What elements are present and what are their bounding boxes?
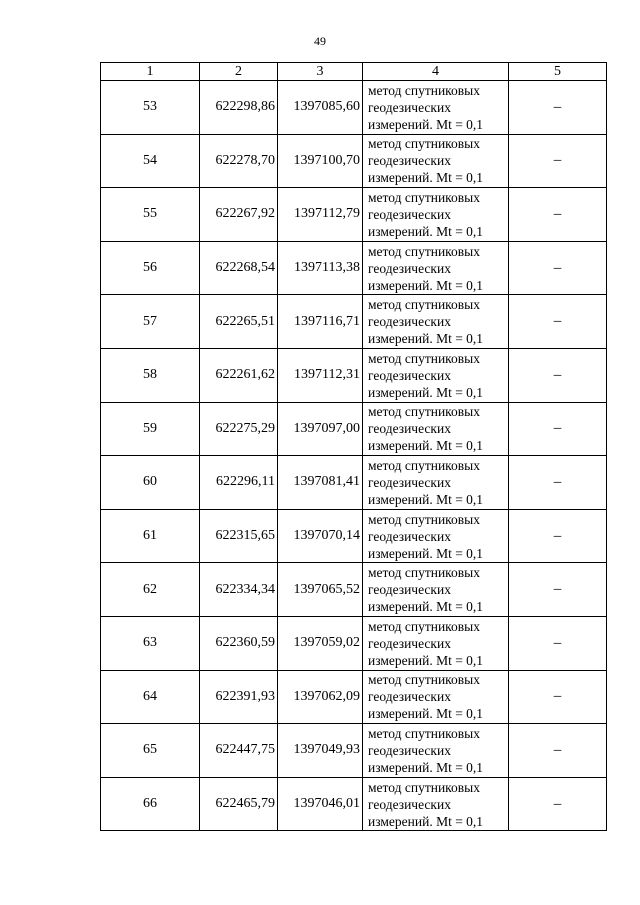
method-line-1: метод спутниковых xyxy=(368,243,480,259)
y-coordinate-cell: 1397113,38 xyxy=(278,241,363,295)
method-line-3: измерений. Mt = 0,1 xyxy=(368,384,484,400)
header-col-5: 5 xyxy=(509,63,607,81)
method-line-1: метод спутниковых xyxy=(368,618,480,634)
x-coordinate-cell: 622391,93 xyxy=(200,670,278,724)
table-row xyxy=(101,348,607,402)
method-line-2: геодезических xyxy=(368,206,451,222)
y-coordinate-cell: 1397081,41 xyxy=(278,456,363,510)
method-line-1: метод спутниковых xyxy=(368,725,480,741)
x-coordinate-cell: 622261,62 xyxy=(200,348,278,402)
method-line-3: измерений. Mt = 0,1 xyxy=(368,759,484,775)
method-line-3: измерений. Mt = 0,1 xyxy=(368,331,484,347)
x-coordinate-cell: 622275,29 xyxy=(200,402,278,456)
note-cell: – xyxy=(509,348,607,402)
note-cell: – xyxy=(509,509,607,563)
x-coordinate-cell: 622265,51 xyxy=(200,295,278,349)
method-line-1: метод спутниковых xyxy=(368,350,480,366)
method-line-1: метод спутниковых xyxy=(368,297,480,313)
method-line-2: геодезических xyxy=(368,314,451,330)
page-number: 49 xyxy=(314,34,326,48)
method-line-2: геодезических xyxy=(368,153,451,169)
y-coordinate-cell: 1397100,70 xyxy=(278,134,363,188)
method-line-1: метод спутниковых xyxy=(368,565,480,581)
method-line-1: метод спутниковых xyxy=(368,457,480,473)
method-cell xyxy=(363,509,509,563)
table-row xyxy=(101,777,607,831)
method-line-3: измерений. Mt = 0,1 xyxy=(368,116,484,132)
point-number-cell: 66 xyxy=(101,777,200,831)
method-line-2: геодезических xyxy=(368,474,451,490)
y-coordinate-cell: 1397085,60 xyxy=(278,81,363,135)
method-cell xyxy=(363,616,509,670)
note-cell: – xyxy=(509,402,607,456)
table-row xyxy=(101,295,607,349)
method-cell xyxy=(363,348,509,402)
y-coordinate-cell: 1397062,09 xyxy=(278,670,363,724)
method-line-2: геодезических xyxy=(368,796,451,812)
y-coordinate-cell: 1397112,79 xyxy=(278,188,363,242)
x-coordinate-cell: 622298,86 xyxy=(200,81,278,135)
method-cell xyxy=(363,295,509,349)
method-line-2: геодезических xyxy=(368,528,451,544)
method-line-3: измерений. Mt = 0,1 xyxy=(368,599,484,615)
method-cell xyxy=(363,81,509,135)
table-header xyxy=(101,63,607,81)
method-line-3: измерений. Mt = 0,1 xyxy=(368,170,484,186)
header-col-1: 1 xyxy=(101,63,200,81)
point-number-cell: 63 xyxy=(101,616,200,670)
note-cell: – xyxy=(509,81,607,135)
method-line-2: геодезических xyxy=(368,742,451,758)
point-number-cell: 65 xyxy=(101,724,200,778)
table-row xyxy=(101,402,607,456)
method-cell xyxy=(363,456,509,510)
x-coordinate-cell: 622360,59 xyxy=(200,616,278,670)
note-cell: – xyxy=(509,670,607,724)
method-line-1: метод спутниковых xyxy=(368,672,480,688)
y-coordinate-cell: 1397046,01 xyxy=(278,777,363,831)
point-number-cell: 60 xyxy=(101,456,200,510)
method-cell xyxy=(363,134,509,188)
point-number-cell: 54 xyxy=(101,134,200,188)
note-cell: – xyxy=(509,295,607,349)
note-cell: – xyxy=(509,456,607,510)
x-coordinate-cell: 622267,92 xyxy=(200,188,278,242)
method-line-3: измерений. Mt = 0,1 xyxy=(368,438,484,454)
table-row xyxy=(101,188,607,242)
method-cell xyxy=(363,670,509,724)
point-number-cell: 61 xyxy=(101,509,200,563)
point-number-cell: 55 xyxy=(101,188,200,242)
table-row xyxy=(101,563,607,617)
method-cell xyxy=(363,402,509,456)
note-cell: – xyxy=(509,777,607,831)
header-col-3: 3 xyxy=(278,63,363,81)
method-line-3: измерений. Mt = 0,1 xyxy=(368,813,484,829)
point-number-cell: 56 xyxy=(101,241,200,295)
x-coordinate-cell: 622334,34 xyxy=(200,563,278,617)
y-coordinate-cell: 1397116,71 xyxy=(278,295,363,349)
point-number-cell: 57 xyxy=(101,295,200,349)
note-cell: – xyxy=(509,134,607,188)
table-row xyxy=(101,81,607,135)
point-number-cell: 62 xyxy=(101,563,200,617)
method-line-2: геодезических xyxy=(368,367,451,383)
coordinates-table xyxy=(100,62,607,831)
y-coordinate-cell: 1397059,02 xyxy=(278,616,363,670)
note-cell: – xyxy=(509,563,607,617)
table-row xyxy=(101,724,607,778)
method-line-3: измерений. Mt = 0,1 xyxy=(368,223,484,239)
x-coordinate-cell: 622447,75 xyxy=(200,724,278,778)
point-number-cell: 59 xyxy=(101,402,200,456)
x-coordinate-cell: 622465,79 xyxy=(200,777,278,831)
table-row xyxy=(101,670,607,724)
method-cell xyxy=(363,241,509,295)
method-line-2: геодезических xyxy=(368,582,451,598)
table-row xyxy=(101,241,607,295)
method-line-1: метод спутниковых xyxy=(368,82,480,98)
table-row xyxy=(101,509,607,563)
point-number-cell: 53 xyxy=(101,81,200,135)
method-cell xyxy=(363,724,509,778)
header-col-4: 4 xyxy=(363,63,509,81)
note-cell: – xyxy=(509,241,607,295)
method-cell xyxy=(363,777,509,831)
note-cell: – xyxy=(509,616,607,670)
method-line-2: геодезических xyxy=(368,260,451,276)
y-coordinate-cell: 1397097,00 xyxy=(278,402,363,456)
method-line-1: метод спутниковых xyxy=(368,511,480,527)
method-cell xyxy=(363,188,509,242)
x-coordinate-cell: 622315,65 xyxy=(200,509,278,563)
method-cell xyxy=(363,563,509,617)
method-line-3: измерений. Mt = 0,1 xyxy=(368,652,484,668)
method-line-1: метод спутниковых xyxy=(368,779,480,795)
table-row xyxy=(101,456,607,510)
y-coordinate-cell: 1397070,14 xyxy=(278,509,363,563)
method-line-3: измерений. Mt = 0,1 xyxy=(368,545,484,561)
method-line-2: геодезических xyxy=(368,421,451,437)
x-coordinate-cell: 622268,54 xyxy=(200,241,278,295)
y-coordinate-cell: 1397049,93 xyxy=(278,724,363,778)
header-col-2: 2 xyxy=(200,63,278,81)
x-coordinate-cell: 622278,70 xyxy=(200,134,278,188)
method-line-2: геодезических xyxy=(368,99,451,115)
table-row xyxy=(101,134,607,188)
table-row xyxy=(101,616,607,670)
point-number-cell: 58 xyxy=(101,348,200,402)
note-cell: – xyxy=(509,188,607,242)
y-coordinate-cell: 1397112,31 xyxy=(278,348,363,402)
method-line-1: метод спутниковых xyxy=(368,189,480,205)
note-cell: – xyxy=(509,724,607,778)
point-number-cell: 64 xyxy=(101,670,200,724)
method-line-2: геодезических xyxy=(368,635,451,651)
method-line-1: метод спутниковых xyxy=(368,136,480,152)
x-coordinate-cell: 622296,11 xyxy=(200,456,278,510)
table-body xyxy=(101,81,607,831)
method-line-1: метод спутниковых xyxy=(368,404,480,420)
method-line-2: геодезических xyxy=(368,689,451,705)
header-row xyxy=(101,63,607,81)
method-line-3: измерений. Mt = 0,1 xyxy=(368,491,484,507)
y-coordinate-cell: 1397065,52 xyxy=(278,563,363,617)
method-line-3: измерений. Mt = 0,1 xyxy=(368,706,484,722)
method-line-3: измерений. Mt = 0,1 xyxy=(368,277,484,293)
